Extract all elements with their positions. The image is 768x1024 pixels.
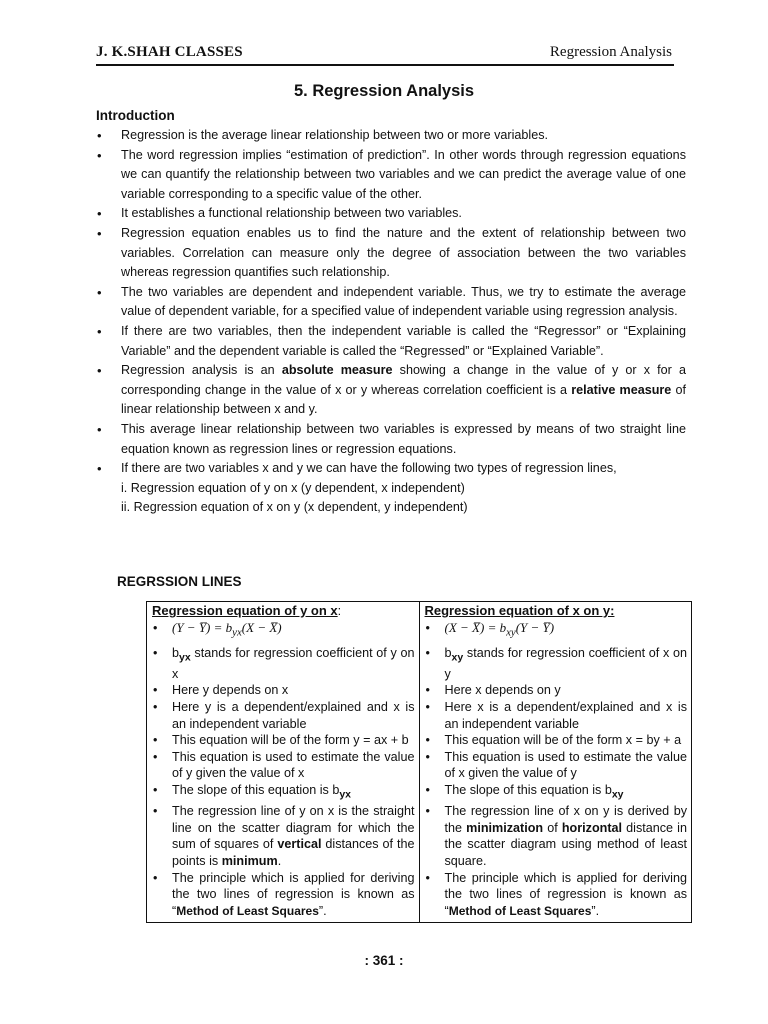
column-heading — [152, 603, 415, 620]
table-column-x-on-y — [419, 602, 692, 923]
equation-item — [152, 620, 415, 641]
bold-term: vertical — [277, 837, 322, 852]
list-item — [96, 459, 686, 518]
list-item: • The two variables are dependent and independent variable. Thus, we try to estimate the average value of dependent variable, for a specified value of independent variable using regression analysis. — [96, 283, 686, 322]
bold-term: relative measure — [571, 382, 672, 397]
equation-tail: (Y − Y̅) — [515, 619, 555, 635]
list-item — [152, 645, 415, 683]
header-chapter: Regression Analysis — [549, 44, 672, 60]
list-text: ”. — [318, 903, 327, 918]
bold-term: Method of Least Squares — [448, 903, 592, 918]
list-item: • This equation is used to estimate the value of x given the value of y — [425, 749, 688, 782]
equation — [444, 619, 555, 639]
list-item: • This equation will be of the form y = ax + b — [152, 732, 415, 749]
list-text: stands for regression coefficient of x on y — [444, 645, 687, 681]
equation-text: (Y − Y̅) = b — [172, 619, 233, 635]
equation-subscript: xy — [506, 626, 516, 639]
equation — [172, 619, 282, 639]
list-item: • Here x is a dependent/explained and x is an independent variable — [425, 699, 688, 732]
section-title: REGRSSION LINES — [117, 574, 242, 589]
list-text: The regression line of y on x is the straight line on the scatter diagram for which the sum of squares of — [172, 804, 415, 852]
bold-term: minimization — [466, 820, 544, 835]
list-item: • Regression equation enables us to find the nature and the extent of relationship between two variables. Correlation can measure only the degree of association between the two variables whereas regression quantifies such relationship. — [96, 224, 686, 283]
list-text: ”. — [591, 903, 600, 918]
column-list — [152, 620, 415, 920]
list-text: The slope of this equation is b — [444, 783, 612, 798]
sub-item-i: i. Regression equation of y on x (y dependent, x independent) — [121, 480, 465, 495]
page-number: : 361 : — [364, 953, 404, 968]
list-text: If there are two variables x and y we can have the following two types of regression lines, — [121, 461, 617, 476]
list-item — [425, 803, 688, 869]
coef-symbol: b — [172, 645, 180, 660]
intro-heading: Introduction — [96, 108, 175, 123]
bold-term: horizontal — [561, 820, 623, 835]
equation-subscript: yx — [232, 626, 242, 639]
list-item: • Here y depends on x — [152, 682, 415, 699]
list-item: • It establishes a functional relationship between two variables. — [96, 204, 686, 224]
header-institute: J. K.SHAH CLASSES — [96, 44, 243, 60]
equation-text: (X − X̅) = b — [444, 619, 507, 635]
list-item — [152, 782, 415, 803]
list-text: The slope of this equation is b — [172, 783, 340, 798]
list-item: • Here y is a dependent/explained and x is an independent variable — [152, 699, 415, 732]
list-text: Regression analysis is an — [121, 363, 282, 378]
list-text: of — [543, 820, 562, 835]
list-item: • This average linear relationship between two variables is expressed by means of two straight line equation known as regression lines or regression equations. — [96, 420, 686, 459]
equation-item — [425, 620, 688, 641]
list-text: stands for regression coefficient of y on x — [172, 645, 415, 681]
list-text: The regression line of x on y is derived by the — [444, 804, 687, 835]
coef-subscript: yx — [179, 651, 191, 664]
list-item: • This equation will be of the form x = by + a — [425, 732, 688, 749]
list-item: • The word regression implies “estimation of prediction”. In other words through regression equations we can quantify the relationship between two variables and we can predict the average value of one variable corresponding to a specific value of the other. — [96, 146, 686, 205]
list-text: . — [277, 853, 282, 868]
slope-subscript: yx — [339, 788, 352, 801]
list-item — [425, 645, 688, 683]
list-item: • If there are two variables, then the independent variable is called the “Regressor” or “Explaining Variable” and the dependent variable is called the “Regressed” or “Explained Variable”. — [96, 322, 686, 361]
column-list — [425, 620, 688, 920]
list-item — [425, 870, 688, 920]
list-text: showing a change in the value of y or x for a corresponding change in the value of x or y whereas correlation coefficient is a — [121, 363, 686, 397]
list-item: • Here x depends on y — [425, 682, 688, 699]
list-text: The principle which is applied for deriving the two lines of regression is known as “ — [172, 870, 415, 918]
list-item: • Regression is the average linear relationship between two or more variables. — [96, 126, 686, 146]
equation-tail: (X − X̅) — [241, 619, 282, 635]
column-heading-text: Regression equation of x on y: — [424, 603, 615, 618]
list-item: • This equation is used to estimate the value of y given the value of x — [152, 749, 415, 782]
list-item — [152, 870, 415, 920]
list-text: The principle which is applied for deriving the two lines of regression is known as “ — [444, 870, 687, 918]
page-header — [96, 42, 674, 66]
coef-subscript: xy — [451, 651, 464, 664]
list-item — [96, 361, 686, 420]
coef-symbol: b — [444, 645, 452, 660]
bold-term: Method of Least Squares — [176, 903, 319, 918]
column-heading-text: Regression equation of y on x — [152, 603, 338, 618]
list-text: distance in the scatter diagram using method of least square. — [444, 820, 687, 868]
column-heading-suffix: : — [337, 604, 342, 618]
slope-subscript: xy — [611, 788, 624, 801]
page-title: 5. Regression Analysis — [293, 82, 475, 100]
intro-list — [96, 126, 686, 518]
list-text: distances of the points is — [172, 837, 415, 868]
list-item — [425, 782, 688, 803]
regression-table — [146, 601, 692, 923]
column-heading — [425, 603, 688, 620]
list-item — [152, 803, 415, 869]
bold-term: absolute measure — [281, 363, 393, 378]
sub-item-ii: ii. Regression equation of x on y (x dependent, y independent) — [121, 500, 468, 515]
bold-term: minimum — [221, 853, 278, 868]
table-column-y-on-x — [147, 602, 420, 923]
list-text: of linear relationship between x and y. — [121, 382, 686, 417]
